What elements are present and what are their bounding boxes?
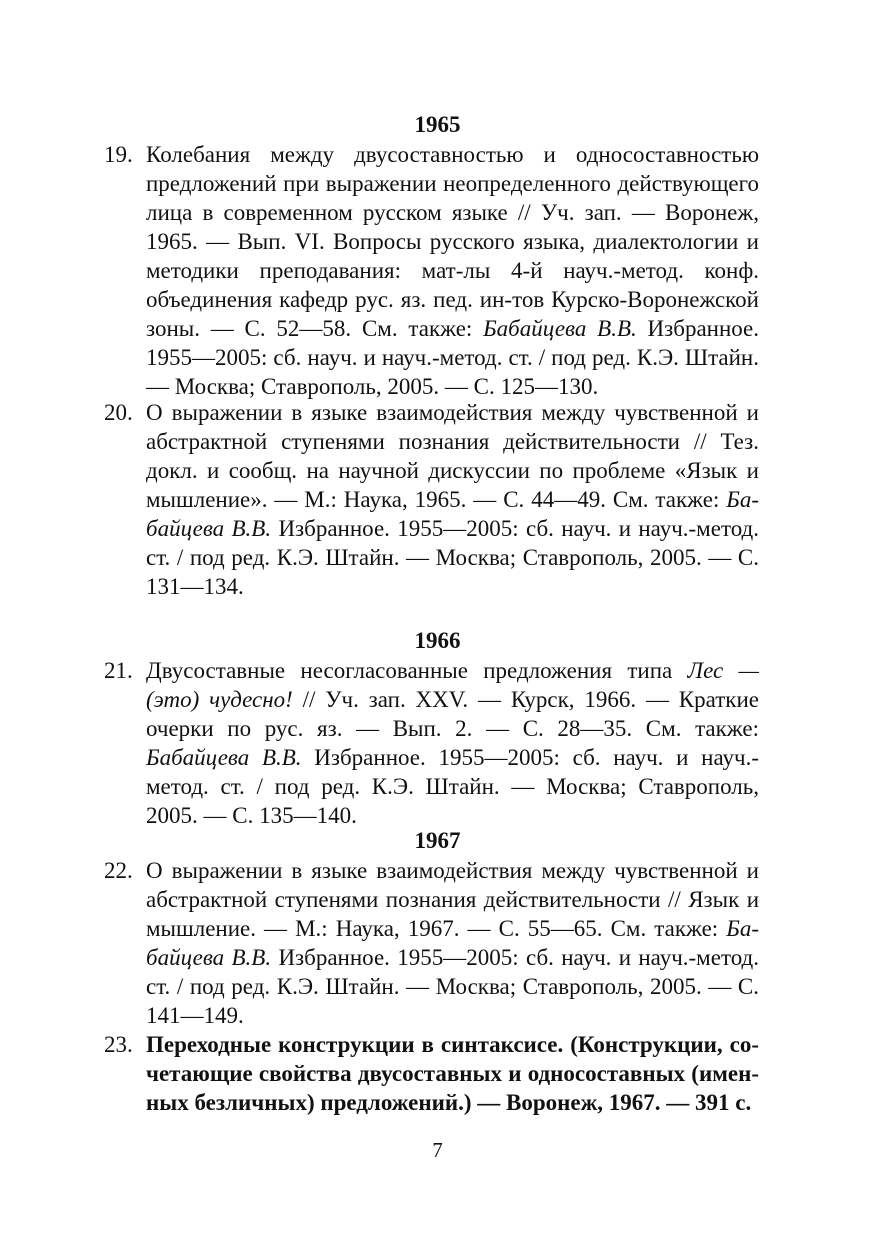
year-heading-1965: 1965 [414, 112, 461, 137]
entry-author-italic: Бабайцева В.В. [146, 745, 302, 770]
entry-number-20: 20. [104, 400, 133, 425]
entry-number-23: 23. [104, 1032, 133, 1057]
entry-text-tail: Избранное. 1955—2005: сб. науч. и науч.-метод. ст. / под ред. К.Э. Штайн. — Москва; Ставрополь, 2005. — С. 131—134. [146, 516, 759, 599]
entry-number-19: 19. [104, 142, 133, 167]
bibliography-entry-19 [146, 140, 759, 401]
bibliography-entry-22 [146, 856, 759, 1030]
year-heading-1967: 1967 [414, 828, 461, 853]
entry-text: Двусоставные несогласованные предложения типа [146, 658, 688, 683]
entry-author-italic: Бабайцева В.В. [483, 316, 637, 341]
entry-text-mid: // Уч. зап. XXV. — Курск, 1966. — Краткие очерки по рус. яз. — Вып. 2. — С. 28—35. См. также: [146, 687, 759, 741]
entry-text: Колебания между двусоставностью и односоставностью предложений при выражении неопределенного действующего лица в современном русском языке // Уч. зап. — Воронеж, 1965. — Вып. VI. Вопросы русского языка, диалектологии и методики преподавания: мат-лы 4-й науч.-метод. конф. объединения кафедр рус. яз. пед. ин-тов Курско-Воронежской зоны. — С. 52—58. См. также: [146, 142, 759, 341]
entry-author-italic: Бабайцева В.В. [146, 916, 759, 970]
bibliography-entry-21 [146, 656, 759, 830]
entry-text-tail: Избранное. 1955—2005: сб. науч. и науч.-метод. ст. / под ред. К.Э. Штайн. — Москва; Ставрополь, 2005. — С. 125—130. [146, 316, 760, 399]
entry-text-tail: Избранное. 1955—2005: сб. науч. и науч.-метод. ст. / под ред. К.Э. Штайн. — Москва; Ставрополь, 2005. — С. 135—140. [146, 745, 759, 828]
entry-author-italic: Бабайцева В.В. [146, 487, 759, 541]
year-heading-1966: 1966 [414, 628, 461, 653]
entry-number-22: 22. [104, 858, 133, 883]
entry-text-tail: Избранное. 1955—2005: сб. науч. и науч.-метод. ст. / под ред. К.Э. Штайн. — Москва; Ставрополь, 2005. — С. 141—149. [146, 945, 759, 1028]
entry-title-italic: Лес — (это) чудесно! [146, 658, 759, 712]
entry-number-21: 21. [104, 658, 133, 683]
entry-text: О выражении в языке взаимодействия между чувственной и абстрактной ступенями познания действительности // Язык и мышление. — М.: Наука, 1967. — С. 55—65. См. также: [146, 858, 759, 941]
entry-text: Переходные конструкции в синтаксисе. (Конструкции, сочетающие свойства двусоставных и односоставных (именных безличных) предложений.) — Воронеж, 1967. — 391 с. [146, 1032, 759, 1115]
bibliography-entry-23 [146, 1030, 759, 1117]
page-number: 7 [432, 1138, 443, 1162]
entry-text: О выражении в языке взаимодействия между чувственной и абстрактной ступенями познания действительности // Тез. докл. и сообщ. на научной дискуссии по проблеме «Язык и мышление». — М.: Наука, 1965. — С. 44—49. См. также: [146, 400, 759, 512]
bibliography-entry-20 [146, 398, 759, 601]
